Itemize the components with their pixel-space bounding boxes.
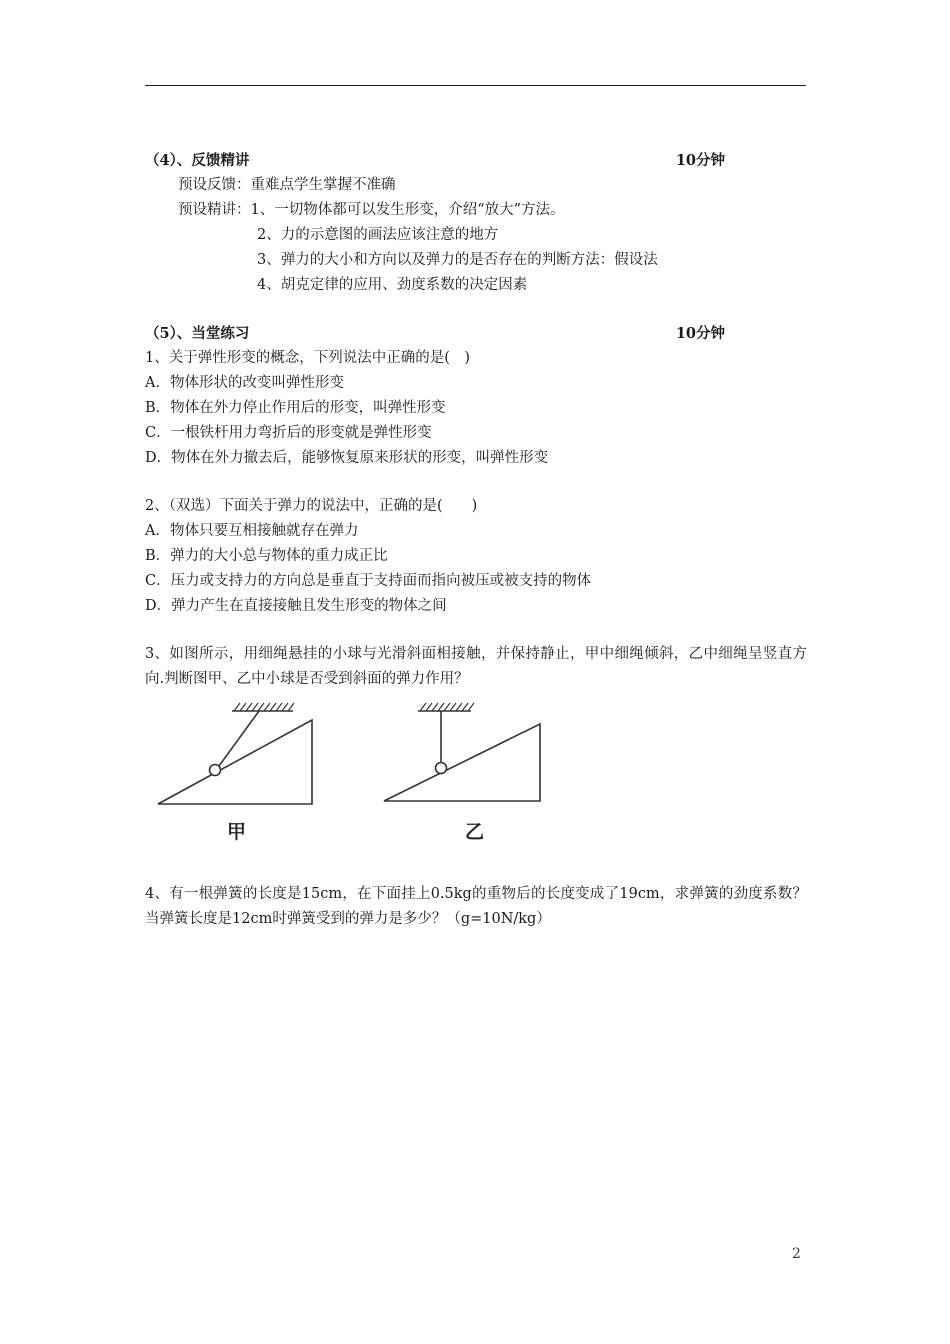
question-4-stem: 4、有一根弹簧的长度是15cm，在下面挂上0.5kg的重物后的长度变成了19cm，求弹簧的劲度系数？当弹簧长度是12cm时弹簧受到的弹力是多少？（g=10N/kg） <box>145 886 807 927</box>
section-4-title: （4）、反馈精讲 <box>145 152 250 169</box>
lecture-item-4: 4、胡克定律的应用、劲度系数的决定因素 <box>257 277 528 293</box>
figure-label-jia: 甲 <box>227 821 247 843</box>
question-1-option-b: B．物体在外力停止作用后的形变，叫弹性形变 <box>145 400 446 416</box>
ball-yi <box>436 763 447 774</box>
header-rule <box>145 85 806 86</box>
ceiling-hatch-jia <box>234 703 294 711</box>
question-2-option-c: C．压力或支持力的方向总是垂直于支持面而指向被压或被支持的物体 <box>145 573 592 589</box>
question-2-option-a: A．物体只要互相接触就存在弹力 <box>145 523 359 539</box>
question-2-stem: 2、（双选）下面关于弹力的说法中，正确的是( ) <box>145 498 478 514</box>
page-number: 2 <box>792 1246 801 1262</box>
question-3-stem: 3、如图所示，用细绳悬挂的小球与光滑斜面相接触，并保持静止，甲中细绳倾斜，乙中细绳呈竖直方向.判断图甲、乙中小球是否受到斜面的弹力作用？ <box>145 646 807 687</box>
question-2-option-b: B．弹力的大小总与物体的重力成正比 <box>145 548 388 564</box>
section-4-heading <box>145 148 725 173</box>
section-4-time: 10分钟 <box>675 152 725 169</box>
preset-lecture-intro: 预设精讲：1、一切物体都可以发生形变，介绍“放大”方法。 <box>178 202 565 218</box>
preset-feedback: 预设反馈：重难点学生掌握不准确 <box>178 177 396 193</box>
incline-jia <box>158 720 312 804</box>
incline-yi <box>384 724 540 801</box>
figure-label-yi: 乙 <box>465 821 485 843</box>
document-body <box>145 148 807 932</box>
section-5-title: （5）、当堂练习 <box>145 325 250 342</box>
lecture-item-3: 3、弹力的大小和方向以及弹力的是否存在的判断方法：假设法 <box>257 252 658 268</box>
section-5-time: 10分钟 <box>675 325 725 342</box>
section-5-heading <box>145 321 725 346</box>
figure-jia <box>158 703 312 804</box>
question-3-figure <box>145 698 807 856</box>
question-2-option-d: D．弹力产生在直接接触且发生形变的物体之间 <box>145 598 447 614</box>
question-1-option-c: C．一根铁杆用力弯折后的形变就是弹性形变 <box>145 425 432 441</box>
question-1-option-d: D．物体在外力撤去后，能够恢复原来形状的形变，叫弹性形变 <box>145 450 549 466</box>
ceiling-hatch-yi <box>420 703 474 711</box>
question-1-stem: 1、关于弹性形变的概念，下列说法中正确的是( ) <box>145 350 471 366</box>
figure-yi <box>384 703 540 801</box>
ball-jia <box>210 765 221 776</box>
lecture-item-2: 2、力的示意图的画法应该注意的地方 <box>257 227 499 243</box>
question-1-option-a: A．物体形状的改变叫弹性形变 <box>145 375 344 391</box>
